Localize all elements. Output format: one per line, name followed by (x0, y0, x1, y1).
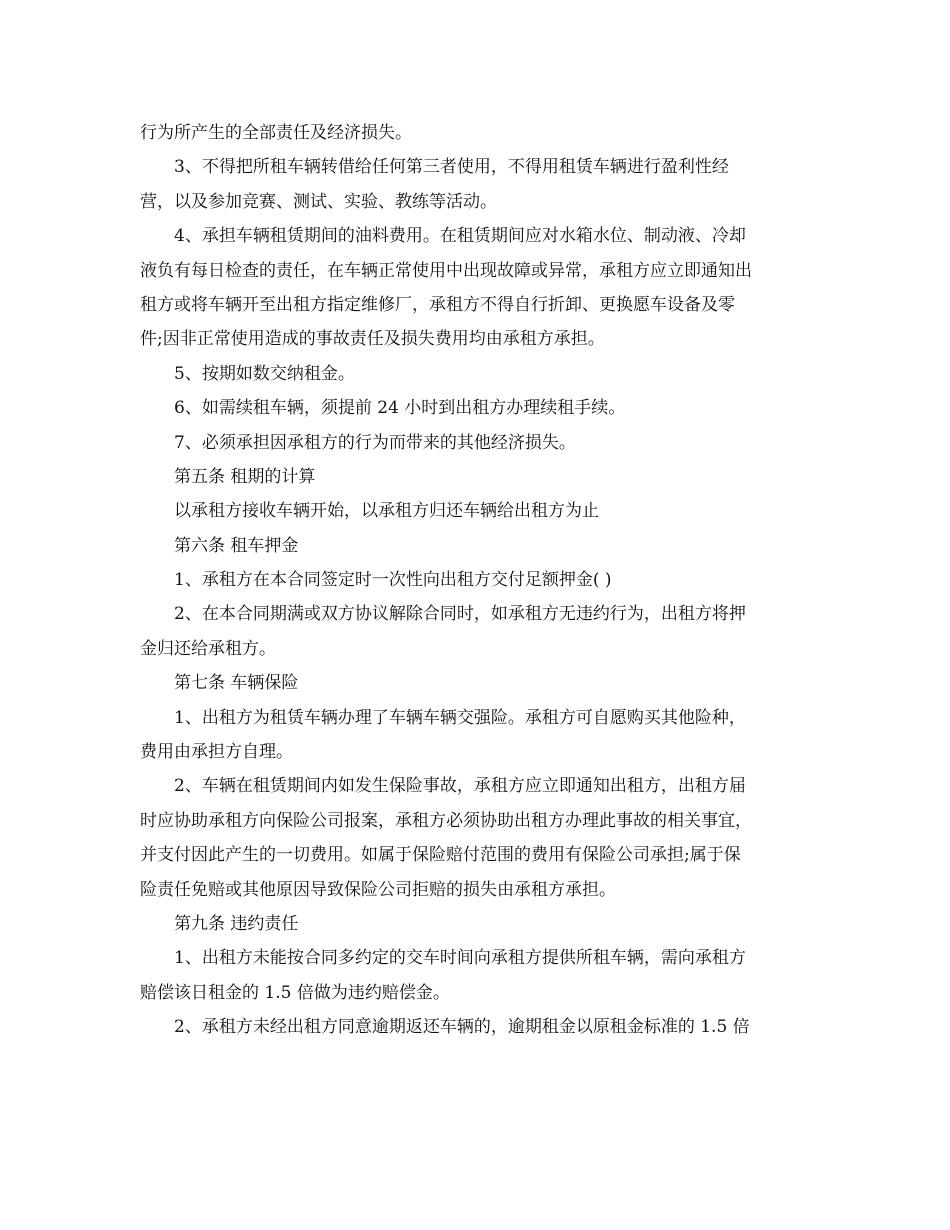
text-line: 6、如需续租车辆，须提前 24 小时到出租方办理续租手续。 (174, 398, 626, 419)
text-line: 件;因非正常使用造成的事故责任及损失费用均由承租方承担。 (140, 329, 605, 350)
text-line: 第九条 违约责任 (174, 913, 299, 934)
text-line: 5、按期如数交纳租金。 (174, 363, 355, 384)
text-line: 1、出租方未能按合同多约定的交车时间向承租方提供所租车辆，需向承租方 (174, 948, 746, 969)
text-line: 液负有每日检查的责任，在车辆正常使用中出现故障或异常，承租方应立即通知出 (140, 260, 752, 281)
text-line: 费用由承担方自理。 (140, 742, 293, 763)
text-line: 2、承租方未经出租方同意逾期返还车辆的，逾期租金以原租金标准的 1.5 倍 (174, 1017, 750, 1038)
text-line: 1、承租方在本合同签定时一次性向出租方交付足额押金( ) (174, 570, 612, 591)
text-line: 第七条 车辆保险 (174, 673, 299, 694)
text-line: 7、必须承担因承租方的行为而带来的其他经济损失。 (174, 432, 576, 453)
text-line: 第六条 租车押金 (174, 535, 299, 556)
text-line: 营，以及参加竞赛、测试、实验、教练等活动。 (140, 191, 497, 212)
text-line: 金归还给承租方。 (140, 638, 276, 659)
text-line: 以承租方接收车辆开始，以承租方归还车辆给出租方为止 (174, 501, 599, 522)
text-line: 并支付因此产生的一切费用。如属于保险赔付范围的费用有保险公司承担;属于保 (140, 845, 741, 866)
document-body (140, 116, 812, 1045)
text-line: 1、出租方为租赁车辆办理了车辆车辆交强险。承租方可自愿购买其他险种， (174, 707, 746, 728)
text-line: 险责任免赔或其他原因导致保险公司拒赔的损失由承租方承担。 (140, 879, 616, 900)
text-line: 4、承担车辆租赁期间的油料费用。在租赁期间应对水箱水位、制动液、冷却 (174, 226, 746, 247)
text-line: 2、在本合同期满或双方协议解除合同时，如承租方无违约行为，出租方将押 (174, 604, 746, 625)
text-line: 租方或将车辆开至出租方指定维修厂，承租方不得自行折卸、更换愿车设备及零 (140, 294, 735, 315)
text-line: 时应协助承租方向保险公司报案，承租方必须协助出租方办理此事故的相关事宜， (140, 810, 752, 831)
text-line: 2、车辆在租赁期间内如发生保险事故，承租方应立即通知出租方，出租方届 (174, 776, 746, 797)
text-line: 行为所产生的全部责任及经济损失。 (140, 123, 412, 143)
text-line: 第五条 租期的计算 (174, 466, 316, 487)
text-line: 赔偿该日租金的 1.5 倍做为违约赔偿金。 (140, 982, 450, 1003)
text-line: 3、不得把所租车辆转借给任何第三者使用，不得用租赁车辆进行盈利性经 (174, 157, 729, 178)
